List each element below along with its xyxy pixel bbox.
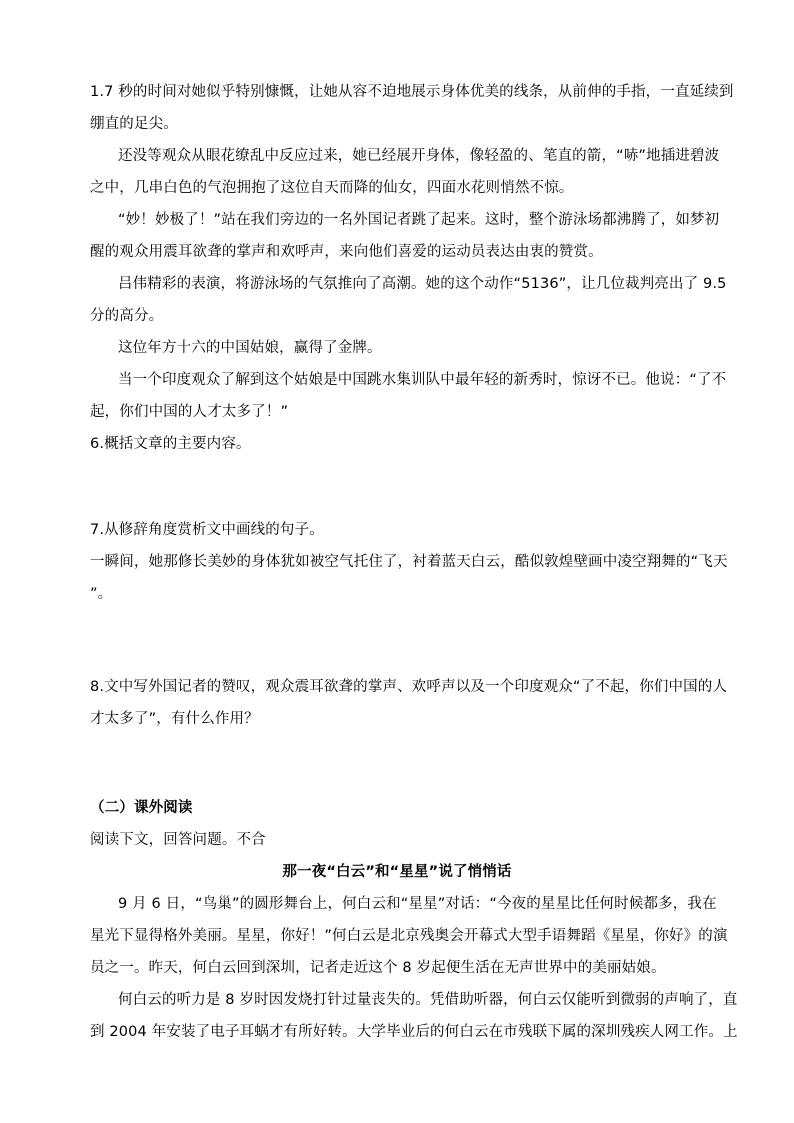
- question-8-continued: 才太多了”，有什么作用？: [90, 711, 259, 727]
- article-title: 那一夜“白云”和“星星”说了悄悄话: [282, 864, 512, 880]
- question-6: 6.概括文章的主要内容。: [90, 436, 251, 452]
- passage-line: 当一个印度观众了解到这个姑娘是中国跳水集训队中最年轻的新秀时，惊讶不已。他说：“了不: [118, 372, 727, 388]
- question-8: 8.文中写外国记者的赞叹，观众震耳欲聋的掌声、欢呼声以及一个印度观众“了不起，你们中国的人: [90, 679, 728, 695]
- passage-line: 之中，几串白色的气泡拥抱了这位自天而降的仙女，四面水花则悄然不惊。: [90, 180, 574, 196]
- passage-line: 这位年方十六的中国姑娘，赢得了金牌。: [118, 340, 382, 356]
- passage-line: 1.7 秒的时间对她似乎特别慷慨，让她从容不迫地展示身体优美的线条，从前伸的手指，一直延续到: [90, 84, 734, 100]
- passage-line: 还没等观众从眼花缭乱中反应过来，她已经展开身体，像轻盈的、笔直的箭，“哧”地插进碧波: [118, 148, 720, 164]
- article-line: 9 月 6 日，“鸟巢”的圆形舞台上，何白云和“星星”对话：“今夜的星星比任何时候都多，我在: [118, 896, 717, 912]
- passage-line: 醒的观众用震耳欲聋的掌声和欢呼声，来向他们喜爱的运动员表达由衷的赞赏。: [90, 244, 603, 260]
- passage-line: 起，你们中国的人才太多了！”: [90, 404, 289, 420]
- section-instruction: 阅读下文，回答问题。不合: [90, 832, 266, 848]
- passage-line: “妙！妙极了！”站在我们旁边的一名外国记者跳了起来。这时，整个游泳场都沸腾了，如梦初: [118, 212, 720, 228]
- article-line: 星光下显得格外美丽。星星，你好！”何白云是北京残奥会开幕式大型手语舞蹈《星星，你好》的演: [90, 928, 728, 944]
- question-7-sentence: 一瞬间，她那修长美妙的身体犹如被空气托住了，衬着蓝天白云，酷似敦煌壁画中凌空翔舞的“飞天: [90, 554, 728, 570]
- question-7: 7.从修辞角度赏析文中画线的句子。: [90, 522, 324, 538]
- passage-line: 吕伟精彩的表演，将游泳场的气氛推向了高潮。她的这个动作“5136”，让几位裁判亮出了 9.5: [118, 276, 727, 292]
- question-7-sentence-end: ”。: [90, 586, 113, 602]
- section-heading: （二）课外阅读: [90, 800, 193, 816]
- passage-line: 绷直的足尖。: [90, 116, 178, 132]
- passage-line: 分的高分。: [90, 308, 164, 324]
- article-line: 员之一。昨天，何白云回到深圳，记者走近这个 8 岁起便生活在无声世界中的美丽姑娘。: [90, 960, 666, 976]
- article-line: 到 2004 年安装了电子耳蜗才有所好转。大学毕业后的何白云在市残联下属的深圳残疾人网工作。上: [90, 1024, 738, 1040]
- article-line: 何白云的听力是 8 岁时因发烧打针过量丧失的。凭借助听器，何白云仅能听到微弱的声响了，直: [118, 992, 738, 1008]
